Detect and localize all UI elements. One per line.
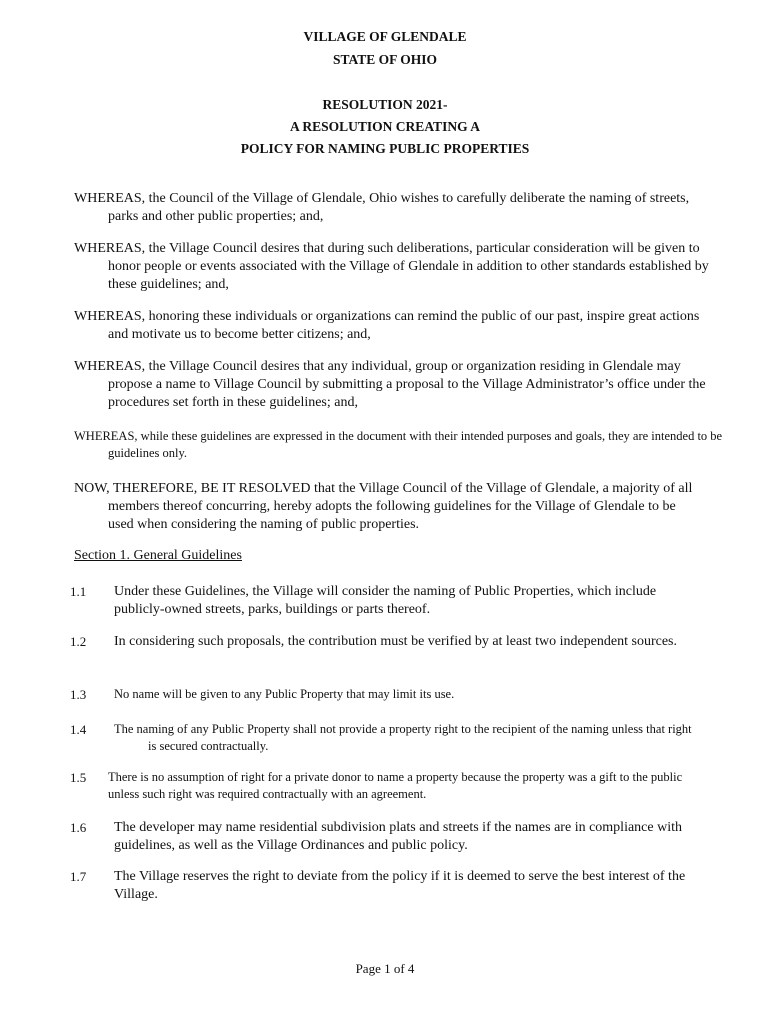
state-title: STATE OF OHIO [332, 52, 438, 67]
resolution-number: RESOLUTION 2021- [322, 97, 448, 112]
whereas-clause-2: WHEREAS, the Village Council desires that during such deliberations, particular consideration will be given to honor people or events associated with the Village of Glendale in addition to other standards established by these guidelines; and, [74, 241, 709, 292]
item-number: 1.7 [70, 869, 87, 884]
whereas-clause-4: WHEREAS, the Village Council desires that any individual, group or organization residing in Glendale may propose a name to Village Council by submitting a proposal to the Village Administrator’s office under the procedures set forth in these guidelines; and, [74, 359, 706, 410]
item-number: 1.1 [70, 584, 87, 599]
item-number: 1.5 [70, 770, 87, 785]
item-number: 1.6 [70, 820, 87, 835]
resolution-title-line2: POLICY FOR NAMING PUBLIC PROPERTIES [240, 141, 530, 156]
whereas-clause-3: WHEREAS, honoring these individuals or organizations can remind the public of our past, inspire great actions and motivate us to become better citizens; and, [74, 309, 700, 342]
village-title: VILLAGE OF GLENDALE [303, 29, 467, 44]
whereas-clause-5: WHEREAS, while these guidelines are expressed in the document with their intended purposes and goals, they are intended to be guidelines only. [74, 429, 723, 460]
item-number: 1.3 [70, 687, 87, 702]
resolved-clause: NOW, THEREFORE, BE IT RESOLVED that the Village Council of the Village of Glendale, a majority of all members thereof concurring, hereby adopts the following guidelines for the Village of Glendale to be used when considering the naming of public properties. [74, 481, 693, 532]
item-text: The Village reserves the right to deviate from the policy if it is deemed to serve the best interest of the Village. [114, 869, 686, 902]
whereas-clause-1: WHEREAS, the Council of the Village of Glendale, Ohio wishes to carefully deliberate the naming of streets, parks and other public properties; and, [74, 191, 690, 224]
item-text: There is no assumption of right for a private donor to name a property because the property was a gift to the public unless such right was required contractually with an agreement. [108, 770, 683, 801]
resolution-title-line1: A RESOLUTION CREATING A [290, 119, 480, 134]
item-text: The naming of any Public Property shall not provide a property right to the recipient of the naming unless that right is secured contractually. [114, 722, 692, 753]
page-number: Page 1 of 4 [355, 961, 415, 976]
item-text: In considering such proposals, the contribution must be verified by at least two independent sources. [114, 634, 677, 649]
item-text: The developer may name residential subdivision plats and streets if the names are in compliance with guidelines, as well as the Village Ordinances and public policy. [114, 820, 682, 853]
item-number: 1.2 [70, 634, 87, 649]
item-number: 1.4 [70, 722, 87, 737]
item-text: No name will be given to any Public Property that may limit its use. [114, 687, 455, 701]
section-1-heading: Section 1. General Guidelines [74, 548, 242, 563]
item-text: Under these Guidelines, the Village will consider the naming of Public Properties, which include publicly-owned streets, parks, buildings or parts thereof. [114, 584, 657, 617]
